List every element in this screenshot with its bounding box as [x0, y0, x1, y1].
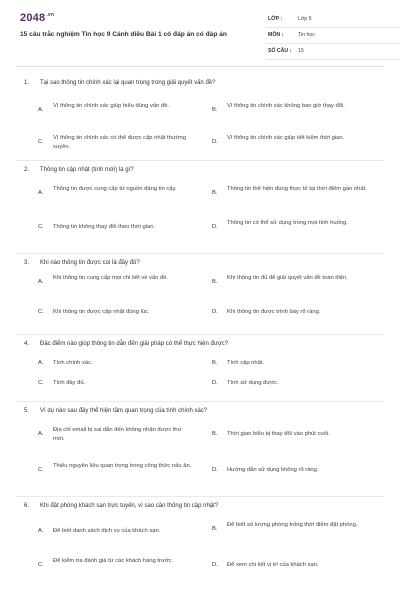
question-4 [16, 335, 384, 402]
option-letter: C. [38, 224, 44, 230]
question-number: 3. [24, 260, 30, 266]
question-6 [16, 497, 384, 593]
option-letter: B. [212, 107, 218, 113]
option-text: Thông tin có thể sử dụng trong mọi tình huống. [227, 220, 348, 226]
option-letter: D. [212, 224, 218, 230]
question-number: 5. [24, 408, 30, 414]
option-letter: A. [38, 360, 44, 366]
option-text: Để biết danh sách dịch vụ của khách sạn. [53, 528, 161, 534]
option-text: Khi thông tin được trình bày rõ ràng. [227, 309, 321, 315]
option-text: Để xem chi tiết vị trí của khách sạn. [227, 562, 319, 568]
meta-row-grade [266, 14, 400, 28]
option-letter: B. [212, 431, 218, 437]
meta-value-grade: Lớp 9 [298, 16, 312, 22]
meta-key-count: SỐ CÂU : [268, 48, 292, 54]
option-text: Khi thông tin đủ để giải quyết vấn đề toàn diện. [227, 275, 348, 281]
question-body: Khi nào thông tin được coi là đầy đủ? [40, 260, 140, 266]
option-letter: A. [38, 431, 44, 437]
question-list [16, 74, 384, 593]
option-letter: A. [38, 528, 44, 534]
page-title: 15 câu trắc nghiệm Tin học 9 Cánh diều Bài 1 có đáp án có đáp án [20, 31, 227, 38]
question-text [24, 167, 134, 173]
meta-row-subject [266, 30, 400, 44]
option-letter: D. [212, 139, 218, 145]
question-5 [16, 402, 384, 497]
option-letter: B. [212, 526, 218, 532]
option-text: Tính đầy đủ. [53, 380, 86, 386]
option-text: Để biết số lượng phòng trống thời điểm đặt phòng. [227, 522, 358, 528]
option-text: Vì thông tin chính xác không bao giờ thay đổi. [227, 103, 345, 109]
meta-value-count: 15 [298, 48, 304, 54]
question-number: 1. [24, 80, 30, 86]
question-body: Khi đặt phòng khách sạn trực tuyến, vì sao cần thông tin cập nhật? [40, 503, 219, 509]
option-letter: D. [212, 562, 218, 568]
question-number: 2. [24, 167, 30, 173]
option-letter: C. [38, 380, 44, 386]
option-text: Vì thông tin chính xác giúp hiểu đúng vấn đề. [53, 103, 170, 109]
option-text: Tính chính xác. [53, 360, 93, 366]
option-letter: D. [212, 380, 218, 386]
option-letter: B. [212, 360, 218, 366]
option-letter: C. [38, 139, 44, 145]
option-letter: A. [38, 190, 44, 196]
option-letter: C. [38, 467, 44, 473]
question-body: Tại sao thông tin chính xác lại quan trọng trong giải quyết vấn đề? [40, 80, 216, 86]
option-text: Vì thông tin chính xác có thể được cập nhật thường xuyên. [53, 135, 186, 150]
option-text: Thông tin thể hiện đúng thực tế tại thời điểm gần nhất. [227, 186, 367, 192]
option-letter: C. [38, 562, 44, 568]
question-text [24, 503, 218, 509]
option-letter: D. [212, 467, 218, 473]
meta-value-subject: Tin học [298, 32, 315, 38]
option-text: Thời gian biểu bị thay đổi vào phút cuối. [227, 431, 330, 437]
option-text: Để kiểm tra đánh giá từ các khách hàng trước. [53, 558, 174, 564]
quiz-meta [266, 14, 400, 62]
meta-key-subject: MÔN : [268, 32, 284, 38]
logo-text: 2048 [20, 12, 46, 24]
option-text: Vì thông tin chính xác giúp tiết kiệm thời gian. [227, 135, 345, 141]
meta-row-count [266, 46, 400, 60]
question-text [24, 408, 207, 414]
option-letter: B. [212, 190, 218, 196]
question-text [24, 341, 228, 347]
option-letter: D. [212, 309, 218, 315]
option-text: Thiếu nguyên liệu quan trọng trong công thức nấu ăn. [53, 463, 192, 469]
question-body: Ví dụ nào sau đây thể hiện tầm quan trọng của tính chính xác? [40, 408, 208, 414]
option-letter: A. [38, 279, 44, 285]
option-text: Thông tin không thay đổi theo thời gian. [53, 224, 156, 230]
option-letter: A. [38, 107, 44, 113]
option-letter: B. [212, 279, 218, 285]
question-number: 6. [24, 503, 30, 509]
option-text: Tính sử dụng được. [227, 380, 279, 386]
site-logo[interactable] [20, 12, 54, 24]
meta-key-grade: LỚP : [268, 16, 283, 22]
option-text: Hướng dẫn sử dụng không rõ ràng. [227, 467, 319, 473]
option-text: Khi thông tin được cập nhật đúng lúc. [53, 309, 150, 315]
option-text: Thông tin được cung cấp từ nguồn đáng tin cậy. [53, 186, 177, 192]
question-3 [16, 254, 384, 335]
option-text: Tính cập nhật. [227, 360, 265, 366]
question-2 [16, 161, 384, 254]
question-1 [16, 74, 384, 161]
option-text: Địa chỉ email bị sai dẫn đến không nhận được thư mời. [53, 427, 182, 442]
quiz-header [16, 0, 384, 67]
question-text [24, 260, 140, 266]
option-text: Khi thông tin cung cấp mọi chi tiết về vấn đề. [53, 275, 169, 281]
question-text [24, 80, 215, 86]
question-number: 4. [24, 341, 30, 347]
logo-suffix: .vn [46, 12, 55, 18]
question-body: Thông tin cập nhật (tính mới) là gì? [40, 167, 134, 173]
question-body: Đặc điểm nào giúp thông tin dẫn đến giải pháp có thể thực hiện được? [40, 341, 229, 347]
option-letter: C. [38, 309, 44, 315]
